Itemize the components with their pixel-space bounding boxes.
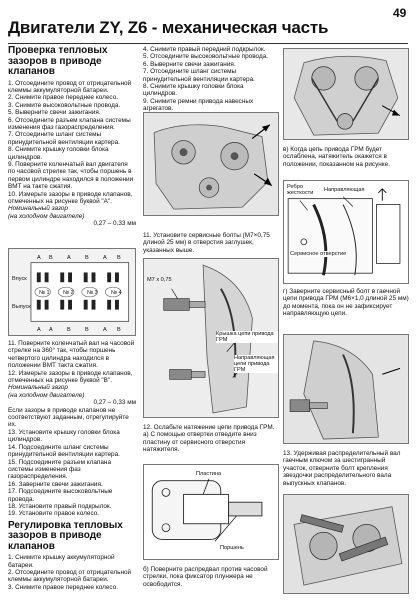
valve-letter: B <box>85 327 89 333</box>
camshaft-wrench-svg <box>284 495 408 593</box>
step-item: б) Поверните распредвал против часовой стрелки, пока фиксатор плунжера не освободится. <box>143 566 268 588</box>
step-item: 3. Снимите высоковольтные провода. <box>8 101 121 109</box>
step-item: 14. Подсоедините шланг системы принудительной вентиляции картера. <box>8 443 120 459</box>
step-item: г) Заверните сервисный болт в гаечной цепи привода ГРМ (M6×1,0 длиной 25 мм) до момента, пока он не зафиксирует направляющую цепи. <box>283 288 409 318</box>
step-item: 1. Снимите крышку аккумуляторной батареи. <box>8 554 115 569</box>
guide-bolt-svg <box>284 335 408 443</box>
step-item: 19. Установите правое колесо. <box>8 510 100 518</box>
valve-letter: B <box>85 255 89 261</box>
step-item: 1. Отсоедините провод от отрицательной клеммы аккумуляторной батареи. <box>8 79 132 94</box>
inlet-label: Впуск <box>12 276 27 282</box>
step-item: 6. Выверните свечи зажигания. <box>143 60 236 68</box>
piston-label: Поршень <box>220 545 244 551</box>
section-title-adjust-clearance: Регулировка тепловых зазоров в приводе клапанов <box>8 519 123 552</box>
step-item: 3. Снимите правое переднее колесо. <box>8 583 119 591</box>
valve-letter: A <box>103 327 107 333</box>
check-steps-list-a <box>8 80 136 206</box>
step-item: 7. Отсоедините шланг системы принудительной вентиляции картера. <box>143 68 255 83</box>
right-step-g <box>283 288 409 318</box>
service-hole-label: Сервисное отверстие <box>290 251 347 257</box>
page-title: Двигатели ZY, Z6 - механическая часть <box>8 18 329 37</box>
cold-engine-label: (на холодном двигателе) <box>8 391 85 399</box>
right-step-v <box>283 146 409 168</box>
bolt-size-label: M7 x 0,75 <box>147 277 172 283</box>
step-item: 17. Подсоедините высоковольтные провода. <box>8 488 113 503</box>
adjust-steps-list <box>8 554 136 591</box>
section-title-check-clearance: Проверка тепловых зазоров в приводе клапанов <box>8 45 108 77</box>
timing-chain-figure <box>283 48 409 140</box>
right-step13 <box>283 450 409 487</box>
engine-front-plugs-svg <box>144 113 278 215</box>
cylinder-label: № 1 <box>39 290 50 296</box>
chain-guide-figure <box>283 180 409 284</box>
step-item: 2. Снимите правое переднее колесо. <box>8 94 119 102</box>
step-item: 16. Заверните свечи зажигания. <box>8 480 103 488</box>
step-item: 12. Ослабьте натяжение цепи привода ГРМ. <box>143 424 275 431</box>
middle-step12b <box>143 566 279 588</box>
outlet-label: Выпуск <box>12 304 31 310</box>
step-item: 12. Измерьте зазоры в приводе клапанов, отмеченных на рисунке буквой "B". <box>8 369 133 385</box>
step-item: 18. Установите правый подкрылок. <box>8 502 112 510</box>
nominal-clearance-label: Номинальный зазор <box>8 205 68 213</box>
cylinder-label: № 2 <box>63 290 74 296</box>
step-item: 4. Снимите правый передний подкрылок. <box>143 46 266 53</box>
rib-label: Ребро жесткости <box>287 184 314 196</box>
valve-letter: A <box>49 327 53 333</box>
step-item: а) С помощью отвертки отведите вниз пластину от сервисного отверстия натяжителя. <box>143 431 257 454</box>
nominal-clearance-value: 0,27 – 0,33 мм <box>93 220 136 228</box>
step-item: 15. Подсоедините разъем клапана системы изменения фаз газораспределения. <box>8 458 112 481</box>
step-item: 5. Выверните свечи зажигания. <box>8 109 101 117</box>
valve-letter: B <box>117 327 121 333</box>
step-item: 9. Поверните коленчатый вал двигателя по часовой стрелке так, чтобы поршень в первом цилиндре находился в положении ВМТ на такте сжатия. <box>8 160 134 191</box>
engine-front-plugs-figure <box>143 112 279 216</box>
left-column-bottom <box>8 340 136 591</box>
guide-bolt-figure <box>283 334 409 444</box>
step-item: Если зазоры в приводе клапанов не соответствуют заданным, отрегулируйте их. <box>8 406 129 429</box>
valve-letter: B <box>67 327 71 333</box>
valve-letter: B <box>117 255 121 261</box>
chain-guide-label: Направляющая цепи привода ГРМ <box>234 355 279 373</box>
middle-step11 <box>143 232 279 254</box>
plate-label: Пластина <box>196 471 222 477</box>
step-item: 2. Отсоедините провод от отрицательной клеммы аккумуляторной батареи. <box>8 569 132 584</box>
check-steps-list-b <box>8 340 136 384</box>
nominal-clearance-label: Номинальный зазор <box>8 384 68 392</box>
step-item: в) Когда цепь привода ГРМ будет ослаблена, натяжитель окажется в положении, показанном на рисунке. <box>283 146 391 168</box>
middle-step12 <box>143 424 279 454</box>
step-item: 6. Отсоедините разъем клапана системы изменения фаз газораспределения. <box>8 116 131 131</box>
step-item: 10. Измерьте зазоры в приводе клапанов, отмеченных на рисунке буквой "A". <box>8 190 133 205</box>
valve-letter: B <box>49 255 53 261</box>
valve-layout-diagram <box>8 248 136 336</box>
tensioner-plate-svg <box>144 465 278 559</box>
valve-letter: A <box>103 255 107 261</box>
step-item: 9. Снимите ремни привода навесных агрегатов. <box>143 97 254 113</box>
guide-label: Направляющая <box>324 187 365 193</box>
step-item: 8. Снимите крышку головки блока цилиндров. <box>8 146 109 161</box>
cylinder-label: № 3 <box>87 290 98 296</box>
step-item: 11. Установите сервисные болты (M7×0,75 длиной 25 мм) в отверстия заглушек, указанных выше. <box>143 232 270 254</box>
step-item: 5. Отсоедините высоковольтные провода. <box>143 53 269 61</box>
step-item: 11. Поверните коленчатый вал на часовой стрелке на 360° так, чтобы поршень четвертого цилиндра находился в положении ВМТ такта сжатия. <box>8 340 135 370</box>
chain-guide-svg <box>284 181 408 283</box>
valve-letter: A <box>67 255 71 261</box>
cylinder-label: № 4 <box>111 290 122 296</box>
service-bolt-figure <box>143 258 279 418</box>
tensioner-plate-figure <box>143 464 279 560</box>
timing-chain-svg <box>284 49 408 139</box>
check-steps-list-c <box>8 407 136 518</box>
valve-letter: A <box>37 255 41 261</box>
cold-engine-label: (на холодном двигателе) <box>8 212 85 220</box>
valve-letter: A <box>37 327 41 333</box>
page-number: 49 <box>393 6 407 20</box>
title-rule <box>8 43 408 44</box>
nominal-clearance-value: 0,27 – 0,33 мм <box>93 399 136 407</box>
timing-cover-label: Крышка цепи привода ГРМ <box>216 331 279 343</box>
step-item: 7. Отсоедините шланг системы принудительной вентиляции картера. <box>8 131 120 146</box>
camshaft-wrench-figure <box>283 494 409 594</box>
step-item: 13. Установите крышку головки блока цилиндров. <box>8 428 120 444</box>
left-column-top <box>8 46 136 228</box>
step-item: 8. Снимите крышку головки блока цилиндров. <box>143 83 244 98</box>
step-item: 13. Удерживая распределительный вал гаечным ключом за шестигранный участок, отверните болт крепления звездочки распределительного вала выпускных клапанов. <box>283 450 401 487</box>
